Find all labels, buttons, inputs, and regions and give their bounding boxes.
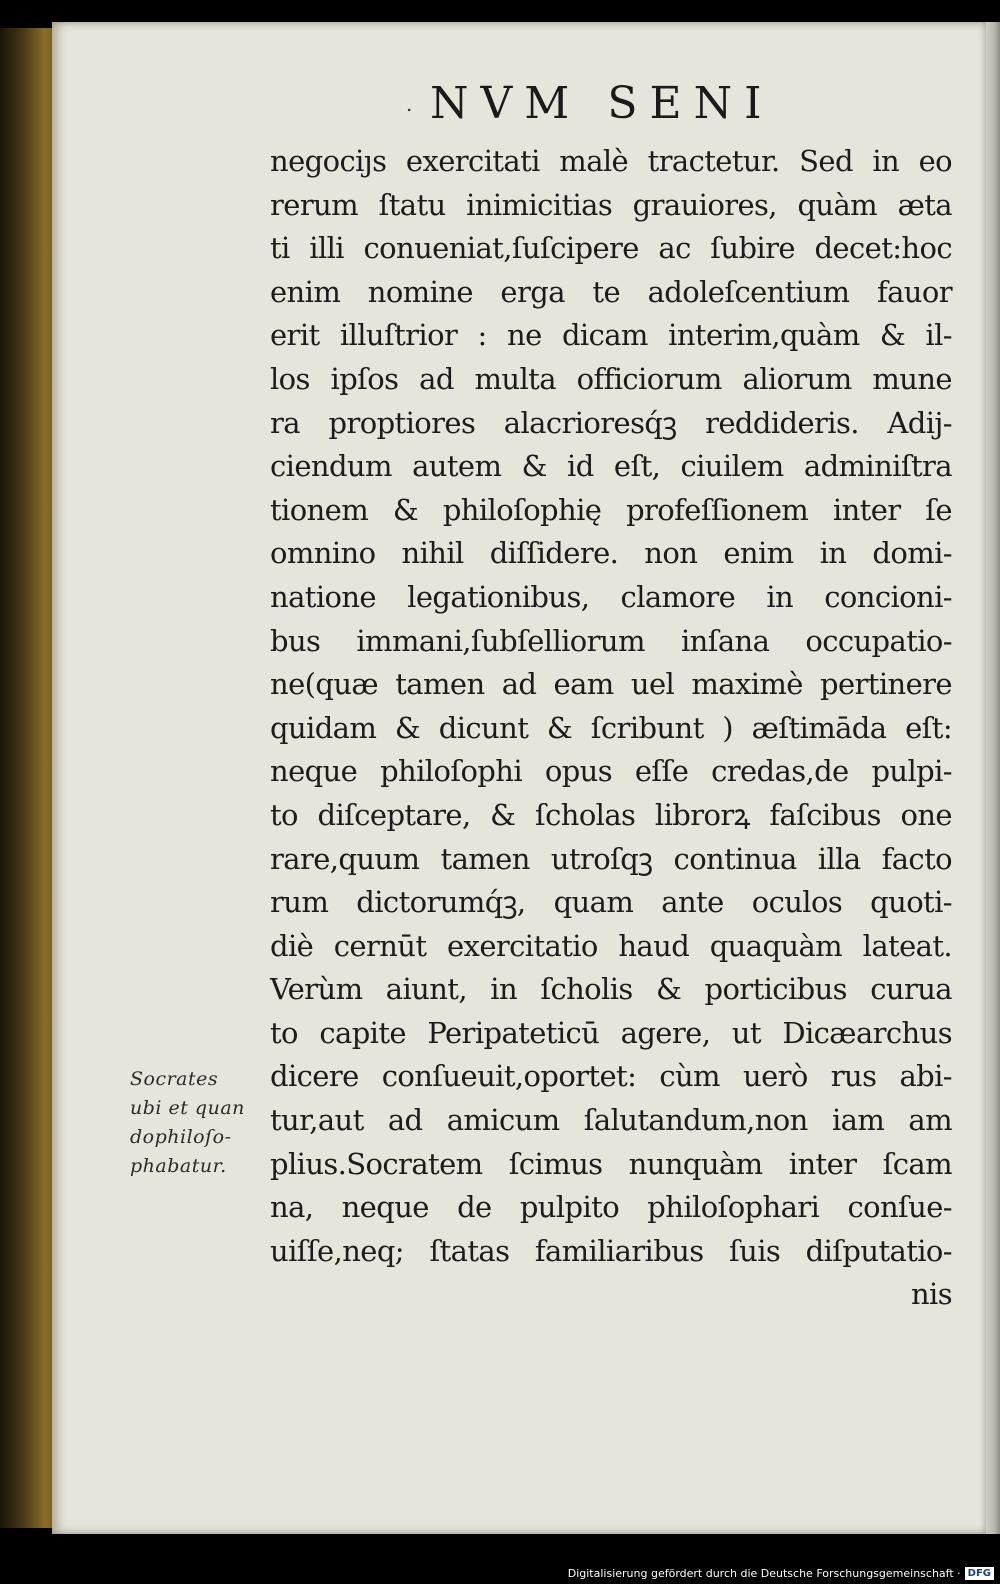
text-line: negociȷs exercitati malè tractetur. Sed in eo (270, 144, 952, 178)
text-line: dicere conſueuit,oportet: cùm uerò rus abi- (270, 1059, 952, 1094)
text-line: ciendum autem & id eſt, ciuilem adminiſtra (270, 449, 952, 484)
text-line: plius.Socratem ſcimus nunquàm inter ſcam (270, 1146, 952, 1181)
header-ornament-dot: . (406, 92, 413, 116)
text-line: bus immani,ſubſelliorum inſana occupatio- (270, 623, 952, 658)
marginal-note-line: phabatur. (130, 1155, 227, 1177)
text-line: rare,quum tamen utroſqꝫ continua illa facto (270, 841, 952, 876)
text-line: erit illuſtrior : ne dicam interim,quàm & il- (270, 318, 952, 353)
text-line: enim nomine erga te adoleſcentium fauor (270, 274, 952, 309)
text-line: rerum ſtatu inimicitias grauiores, quàm æta (270, 187, 952, 222)
text-line: uiſſe,neq; ſtatas familiaribus ſuis diſputatio- (270, 1233, 952, 1268)
text-line: natione legationibus, clamore in concioni- (270, 579, 952, 614)
text-line: ti illi conueniat,ſuſcipere ac ſubire decet:hoc (270, 231, 952, 266)
text-line: na, neque de pulpito philoſophari conſue- (270, 1190, 952, 1225)
marginal-note-line: Socrates (130, 1068, 219, 1090)
marginal-note-line: ubi et quan (130, 1097, 245, 1119)
running-head: NVM SENI (430, 78, 774, 129)
page-edge (986, 22, 1000, 1534)
book-spine (0, 28, 60, 1528)
text-line: to capite Peripateticū agere, ut Dicæarchus (270, 1015, 952, 1050)
credit-text: Digitalisierung gefördert durch die Deutsche Forschungsgemeinschaft · (567, 1567, 961, 1580)
text-line: to diſceptare, & ſcholas librorꝝ faſcibus one (270, 797, 952, 832)
marginal-note-line: dophiloſo- (130, 1126, 232, 1148)
marginal-note (130, 1065, 270, 1181)
text-line: neque philoſophi opus eſſe credas,de pulpi- (270, 754, 952, 789)
text-line: rum dictorumq́ꝫ, quam ante oculos quoti- (270, 885, 952, 920)
text-line: tionem & philoſophię profeſſionem inter ſe (270, 492, 952, 527)
text-line: los ipſos ad multa officiorum aliorum mune (270, 361, 952, 396)
text-line: diè cernūt exercitatio haud quaquàm lateat. (270, 928, 952, 963)
dfg-logo: DFG (965, 1567, 994, 1580)
catchword: nis (910, 1277, 952, 1312)
text-line: ra proptiores alacrioresq́ꝫ reddideris. Adij- (270, 405, 952, 440)
body-text (270, 140, 952, 1317)
digitization-credit (568, 1567, 994, 1580)
text-line: ne(quæ tamen ad eam uel maximè pertinere (270, 667, 952, 702)
text-line: omnino nihil diſſidere. non enim in domi- (270, 536, 952, 571)
text-line: Verùm aiunt, in ſcholis & porticibus curua (270, 972, 952, 1007)
text-line: quidam & dicunt & ſcribunt ) æſtimāda eſt: (270, 710, 952, 745)
text-line: tur,aut ad amicum ſalutandum,non iam am (270, 1103, 952, 1138)
